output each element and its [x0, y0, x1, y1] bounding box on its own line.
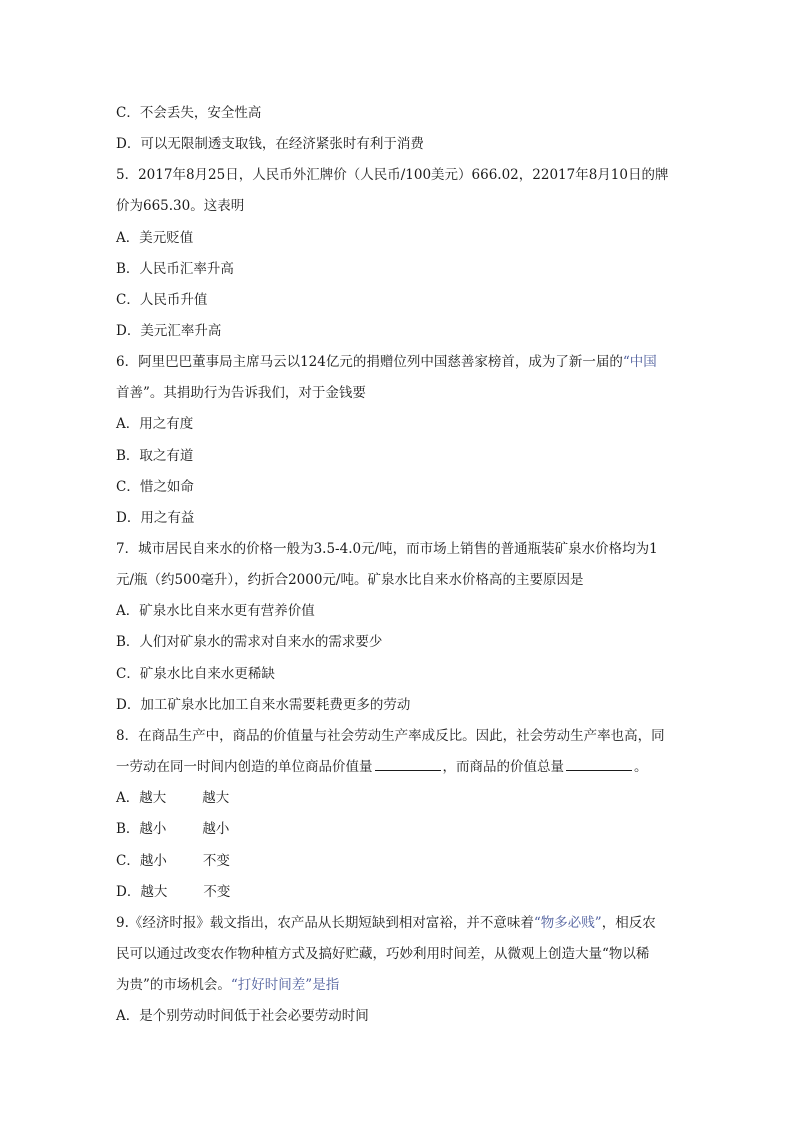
q9-quote-2: “打好时间差”是指 [230, 977, 340, 993]
q8-option-c-value: 不变 [202, 853, 230, 869]
q7-stem-line1: 7．城市居民自来水的价格一般为3.5-4.0元/吨，而市场上销售的普通瓶装矿泉水价格均为1 [116, 541, 658, 557]
q8-option-a-label: A．越大 [116, 790, 167, 806]
q8-option-b [116, 819, 229, 839]
q9-stem-text1: 9.《经济时报》载文指出，农产品从长期短缺到相对富裕，并不意味着 [116, 915, 534, 931]
q8-option-a-value: 越大 [202, 790, 230, 806]
q8-option-a [116, 788, 229, 808]
q7-option-a: A．矿泉水比自来水更有营养价值 [116, 603, 315, 619]
q6-option-d: D．用之有益 [116, 510, 195, 526]
q7-option-d: D．加工矿泉水比加工自来水需要耗费更多的劳动 [116, 697, 411, 713]
q8-stem-line2 [116, 757, 648, 777]
q6-option-b: B．取之有道 [116, 448, 194, 464]
q9-stem-text3: 为贵”的市场机会。 [116, 977, 231, 993]
q5-option-b: B．人民币汇率升高 [116, 261, 234, 277]
q8-option-d-value: 不变 [203, 884, 231, 900]
q8-option-c-label: C．越小 [116, 853, 167, 869]
q9-quote: “物多必贱” [533, 915, 602, 931]
q5-option-d: D．美元汇率升高 [116, 323, 222, 339]
q8-option-d [116, 882, 230, 902]
q8-stem-text2: ，而商品的价值总量 [442, 759, 564, 775]
q9-option-a: A．是个别劳动时间低于社会必要劳动时间 [116, 1008, 369, 1024]
q6-stem-text: 6．阿里巴巴董事局主席马云以124亿元的捐赠位列中国慈善家榜首，成为了新一届的 [116, 354, 623, 370]
q9-stem-line2: 民可以通过改变农作物种植方式及搞好贮藏，巧妙利用时间差，从微观上创造大量“物以稀 [116, 946, 650, 962]
q8-stem-line1: 8．在商品生产中，商品的价值量与社会劳动生产率成反比。因此，社会劳动生产率也高，同 [116, 728, 665, 744]
q8-option-b-label: B．越小 [116, 821, 167, 837]
q8-stem-text3: 。 [634, 759, 648, 775]
q7-stem-line2: 元/瓶（约500毫升），约折合2000元/吨。矿泉水比自来水价格高的主要原因是 [116, 572, 584, 588]
q8-option-b-value: 越小 [202, 821, 230, 837]
q6-stem-line1 [116, 352, 657, 372]
q6-stem-line2: 首善”。其捐助行为告诉我们，对于金钱要 [116, 385, 366, 401]
q8-blank-1 [375, 757, 441, 771]
q5-option-a: A．美元贬值 [116, 230, 194, 246]
q9-stem-line3 [116, 975, 339, 995]
q8-stem-text1: 一劳动在同一时间内创造的单位商品价值量 [116, 759, 373, 775]
q8-option-c [116, 851, 230, 871]
q4-option-c: C．不会丢失，安全性高 [116, 105, 262, 121]
q9-stem-line1 [116, 913, 656, 933]
q6-quote: “中国 [622, 354, 657, 370]
q8-option-d-label: D．越大 [116, 884, 168, 900]
q8-blank-2 [566, 757, 632, 771]
q6-option-a: A．用之有度 [116, 416, 194, 432]
q6-option-c: C．惜之如命 [116, 479, 194, 495]
q5-stem-line2: 价为665.30。这表明 [116, 198, 245, 214]
q7-option-c: C．矿泉水比自来水更稀缺 [116, 666, 275, 682]
q9-stem-text2: ，相反农 [601, 915, 656, 931]
q4-option-d: D．可以无限制透支取钱，在经济紧张时有利于消费 [116, 136, 424, 152]
q5-option-c: C．人民币升值 [116, 292, 208, 308]
q5-stem-line1: 5．2017年8月25日，人民币外汇牌价（人民币/100美元）666.02，22017年8月10日的牌 [116, 167, 669, 183]
q7-option-b: B．人们对矿泉水的需求对自来水的需求要少 [116, 634, 383, 650]
